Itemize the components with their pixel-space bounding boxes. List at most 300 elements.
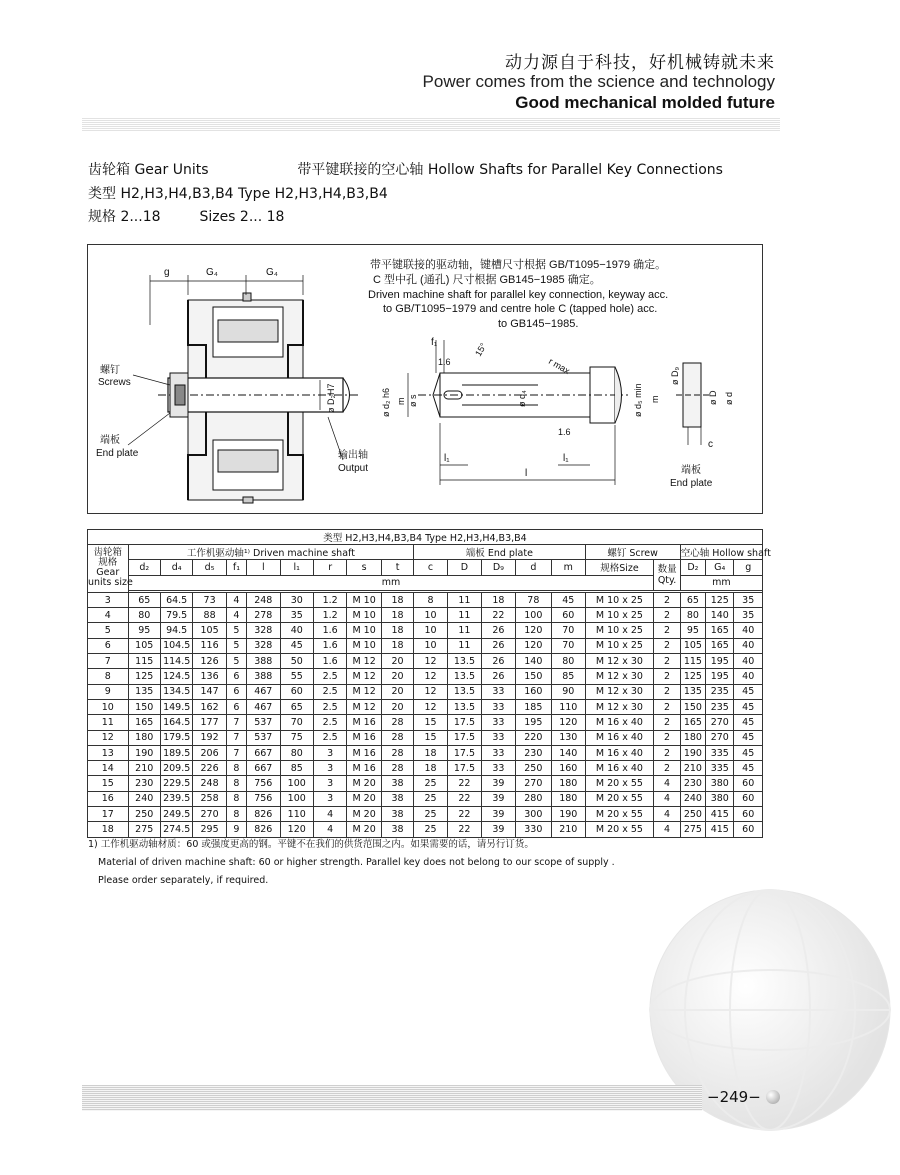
table-cell: 18 <box>381 608 413 623</box>
table-cell: M 20 x 55 <box>585 807 654 822</box>
page-number: −249− <box>707 1088 761 1106</box>
col-hollow-D2: D₂ <box>680 560 705 575</box>
table-cell: 115 <box>128 654 160 669</box>
table-cell: 33 <box>482 761 515 776</box>
col-qty <box>654 560 680 591</box>
table-cell: 125 <box>680 669 705 684</box>
table-row <box>88 638 763 653</box>
table-cell: 28 <box>381 745 413 760</box>
table-cell: 9 <box>226 822 246 837</box>
table-cell: 39 <box>482 822 515 837</box>
table-cell: 110 <box>280 807 313 822</box>
table-cell: 2 <box>654 730 680 745</box>
header-screw: 螺钉 Screw <box>585 545 680 560</box>
table-cell: 4 <box>226 592 246 607</box>
table-cell: 270 <box>706 730 734 745</box>
table-cell: 164.5 <box>160 715 192 730</box>
table-cell: 40 <box>734 623 763 638</box>
table-cell: 248 <box>247 592 280 607</box>
info-line-1 <box>88 159 723 179</box>
table-cell: 94.5 <box>160 623 192 638</box>
table-cell: 2 <box>654 699 680 714</box>
table-cell: 12 <box>414 699 447 714</box>
table-row <box>88 761 763 776</box>
col-f1: f₁ <box>226 560 246 575</box>
table-cell: 1.6 <box>313 623 346 638</box>
label-d: ø d <box>724 391 734 405</box>
table-cell: 388 <box>247 654 280 669</box>
table-cell: 11 <box>447 592 481 607</box>
table-cell: 8 <box>226 761 246 776</box>
table-cell: 162 <box>193 699 226 714</box>
table-row <box>88 654 763 669</box>
table-cell: 26 <box>482 623 515 638</box>
table-cell: 85 <box>552 669 585 684</box>
label-d2h6: ø d₂ h6 <box>381 387 391 417</box>
table-cell: 2 <box>654 684 680 699</box>
table-cell: 12 <box>414 684 447 699</box>
label-endplate2-cn: 端板 <box>681 465 701 476</box>
table-row <box>88 807 763 822</box>
table-cell: 105 <box>680 638 705 653</box>
table-cell: 415 <box>706 807 734 822</box>
table-cell: 20 <box>381 669 413 684</box>
table-cell: 125 <box>128 669 160 684</box>
table-cell: 150 <box>515 669 551 684</box>
table-cell: 270 <box>515 776 551 791</box>
table-cell: 22 <box>447 807 481 822</box>
table-cell: M 20 x 55 <box>585 776 654 791</box>
size-cell: 17 <box>88 807 129 822</box>
table-cell: 18 <box>414 745 447 760</box>
label-s: ø s <box>408 394 418 407</box>
table-cell: 3 <box>313 791 346 806</box>
table-cell: 147 <box>193 684 226 699</box>
table-cell: 116 <box>193 638 226 653</box>
label-roughness-2: 1.6 <box>558 427 571 437</box>
table-cell: M 20 x 55 <box>585 822 654 837</box>
table-cell: M 10 x 25 <box>585 638 654 653</box>
table-row <box>88 822 763 837</box>
size-cell: 5 <box>88 623 129 638</box>
label-c: c <box>708 439 713 450</box>
table-cell: 826 <box>247 822 280 837</box>
table-cell: 2 <box>654 761 680 776</box>
table-cell: 226 <box>193 761 226 776</box>
table-cell: 15 <box>414 730 447 745</box>
technical-drawing <box>87 244 763 514</box>
label-l: l <box>525 468 528 479</box>
table-cell: 380 <box>706 791 734 806</box>
table-cell: M 12 x 30 <box>585 699 654 714</box>
table-cell: 11 <box>447 623 481 638</box>
table-cell: 13.5 <box>447 699 481 714</box>
table-cell: 2 <box>654 608 680 623</box>
table-cell: 6 <box>226 684 246 699</box>
table-cell: M 12 <box>347 654 381 669</box>
table-cell: 70 <box>280 715 313 730</box>
table-cell: 135 <box>128 684 160 699</box>
table-cell: 18 <box>381 592 413 607</box>
table-cell: 25 <box>414 822 447 837</box>
table-cell: 230 <box>680 776 705 791</box>
table-cell: 28 <box>381 715 413 730</box>
table-cell: 10 <box>414 623 447 638</box>
table-cell: 179.5 <box>160 730 192 745</box>
table-cell: 104.5 <box>160 638 192 653</box>
col-r: r <box>313 560 346 575</box>
size-cell: 3 <box>88 592 129 607</box>
table-cell: 180 <box>128 730 160 745</box>
table-cell: 126 <box>193 654 226 669</box>
table-cell: 85 <box>280 761 313 776</box>
table-cell: 40 <box>734 654 763 669</box>
table-cell: M 16 x 40 <box>585 730 654 745</box>
size-cell: 14 <box>88 761 129 776</box>
table-cell: 667 <box>247 745 280 760</box>
table-cell: 4 <box>226 608 246 623</box>
table-row <box>88 608 763 623</box>
label-15deg: 15° <box>473 341 489 358</box>
page-bullet-icon <box>766 1090 780 1104</box>
col-s: s <box>347 560 381 575</box>
table-cell: 3 <box>313 776 346 791</box>
table-cell: 250 <box>680 807 705 822</box>
table-cell: 2 <box>654 669 680 684</box>
table-cell: 415 <box>706 822 734 837</box>
table-cell: M 12 <box>347 669 381 684</box>
table-cell: 25 <box>414 776 447 791</box>
table-cell: 3 <box>313 745 346 760</box>
table-cell: 40 <box>734 669 763 684</box>
end-plate-drawing <box>676 363 710 445</box>
table-cell: 33 <box>482 699 515 714</box>
table-cell: 38 <box>381 822 413 837</box>
size-cell: 6 <box>88 638 129 653</box>
header-size-en2: units size <box>88 577 133 589</box>
note-en-3: to GB145−1985. <box>498 318 579 330</box>
table-cell: 189.5 <box>160 745 192 760</box>
gear-units-label: 齿轮箱 Gear Units <box>88 162 209 178</box>
table-cell: 2 <box>654 745 680 760</box>
table-cell: 60 <box>734 822 763 837</box>
table-cell: 73 <box>193 592 226 607</box>
table-cell: 60 <box>734 776 763 791</box>
table-cell: 35 <box>734 608 763 623</box>
table-cell: 229.5 <box>160 776 192 791</box>
table-cell: 130 <box>552 730 585 745</box>
table-cell: 45 <box>734 715 763 730</box>
table-row <box>88 699 763 714</box>
col-d2: d₂ <box>128 560 160 575</box>
table-cell: 17.5 <box>447 745 481 760</box>
table-cell: 50 <box>280 654 313 669</box>
table-cell: 150 <box>680 699 705 714</box>
table-cell: 177 <box>193 715 226 730</box>
table-cell: 39 <box>482 791 515 806</box>
col-d5: d₅ <box>193 560 226 575</box>
table-cell: 26 <box>482 638 515 653</box>
table-cell: 135 <box>680 684 705 699</box>
table-row <box>88 684 763 699</box>
table-cell: 380 <box>706 776 734 791</box>
table-cell: 3 <box>313 761 346 776</box>
header-driven-shaft: 工作机驱动轴¹⁾ Driven machine shaft <box>128 545 414 560</box>
table-cell: 11 <box>447 638 481 653</box>
table-cell: M 16 <box>347 715 381 730</box>
table-cell: 7 <box>226 730 246 745</box>
table-cell: M 16 x 40 <box>585 715 654 730</box>
table-row <box>88 669 763 684</box>
hollow-shaft-label: 带平键联接的空心轴 Hollow Shafts for Parallel Key Connections <box>297 162 723 178</box>
table-cell: 40 <box>734 638 763 653</box>
table-cell: 4 <box>654 791 680 806</box>
table-cell: 22 <box>447 822 481 837</box>
label-screws-en: Screws <box>98 377 131 388</box>
table-cell: 4 <box>313 807 346 822</box>
table-cell: 45 <box>280 638 313 653</box>
table-cell: 2.5 <box>313 669 346 684</box>
footnote-cn: 1) 工作机驱动轴材质：60 或强度更高的钢。平键不在我们的供货范围之内。如果需要的话，请另行订货。 <box>88 839 534 850</box>
size-cell: 13 <box>88 745 129 760</box>
note-en-1: Driven machine shaft for parallel key connection, keyway acc. <box>368 289 669 301</box>
table-cell: 80 <box>552 654 585 669</box>
col-hollow-G4: G₄ <box>706 560 734 575</box>
table-cell: 335 <box>706 761 734 776</box>
header-end-plate: 端板 End plate <box>414 545 585 560</box>
table-cell: 17.5 <box>447 715 481 730</box>
table-cell: 275 <box>680 822 705 837</box>
label-d2h7: ø D₂H7 <box>326 383 336 413</box>
size-cell: 4 <box>88 608 129 623</box>
table-cell: 328 <box>247 638 280 653</box>
size-cell: 10 <box>88 699 129 714</box>
table-cell: 18 <box>414 761 447 776</box>
table-row <box>88 730 763 745</box>
table-cell: 8 <box>414 592 447 607</box>
table-cell: 330 <box>515 822 551 837</box>
table-cell: 45 <box>734 699 763 714</box>
table-cell: 12 <box>414 654 447 669</box>
table-body <box>88 592 763 837</box>
label-f1: f₁ <box>431 337 438 348</box>
table-cell: 12 <box>414 669 447 684</box>
table-cell: M 16 <box>347 761 381 776</box>
table-cell: 20 <box>381 684 413 699</box>
label-m: m <box>396 397 406 405</box>
table-cell: 6 <box>226 669 246 684</box>
table-cell: 280 <box>515 791 551 806</box>
table-cell: 90 <box>552 684 585 699</box>
col-l1: l₁ <box>280 560 313 575</box>
size-cell: 12 <box>88 730 129 745</box>
table-cell: 33 <box>482 730 515 745</box>
label-g4-right: G₄ <box>266 267 278 278</box>
table-cell: 45 <box>552 592 585 607</box>
table-cell: 180 <box>552 776 585 791</box>
label-m-endplate: m <box>650 395 660 403</box>
table-cell: 64.5 <box>160 592 192 607</box>
table-cell: 278 <box>247 608 280 623</box>
table-cell: 25 <box>414 807 447 822</box>
table-cell: 65 <box>680 592 705 607</box>
size-cell: 7 <box>88 654 129 669</box>
col-hollow-g: g <box>734 560 763 575</box>
table-cell: 190 <box>552 807 585 822</box>
table-cell: 33 <box>482 684 515 699</box>
table-cell: 136 <box>193 669 226 684</box>
col-qty-en: Qty. <box>657 575 677 587</box>
table-cell: 235 <box>706 684 734 699</box>
table-cell: 2 <box>654 638 680 653</box>
table-cell: 60 <box>734 807 763 822</box>
table-row <box>88 776 763 791</box>
table-cell: M 20 <box>347 776 381 791</box>
header-size <box>88 545 133 593</box>
label-d4: ø d₄ <box>517 390 527 407</box>
table-cell: 240 <box>128 791 160 806</box>
table-cell: 230 <box>128 776 160 791</box>
unit-row: mm <box>128 575 654 590</box>
table-cell: 230 <box>515 745 551 760</box>
table-cell: M 12 <box>347 684 381 699</box>
table-cell: 35 <box>280 608 313 623</box>
table-cell: 756 <box>247 791 280 806</box>
table-cell: 8 <box>226 807 246 822</box>
col-D9: D₉ <box>482 560 515 575</box>
table-cell: 537 <box>247 730 280 745</box>
table-cell: 165 <box>680 715 705 730</box>
header-slogan-en: Power comes from the science and technology <box>422 72 775 91</box>
table-cell: 1.6 <box>313 654 346 669</box>
table-cell: 826 <box>247 807 280 822</box>
table-cell: 88 <box>193 608 226 623</box>
table-cell: 2.5 <box>313 699 346 714</box>
table-cell: 190 <box>128 745 160 760</box>
table-cell: 165 <box>706 623 734 638</box>
table-cell: 275 <box>128 822 160 837</box>
table-cell: 17.5 <box>447 761 481 776</box>
table-cell: 180 <box>552 791 585 806</box>
table-cell: 45 <box>734 730 763 745</box>
table-cell: 18 <box>381 638 413 653</box>
label-screws-cn: 螺钉 <box>100 365 120 376</box>
table-cell: 7 <box>226 745 246 760</box>
table-cell: 26 <box>482 669 515 684</box>
table-cell: 60 <box>280 684 313 699</box>
table-cell: M 12 x 30 <box>585 669 654 684</box>
table-cell: 6 <box>226 699 246 714</box>
label-endplate-en: End plate <box>96 448 139 459</box>
table-cell: 210 <box>680 761 705 776</box>
table-cell: 26 <box>482 654 515 669</box>
table-cell: 250 <box>515 761 551 776</box>
table-cell: 8 <box>226 776 246 791</box>
note-cn-1: 带平键联接的驱动轴，键槽尺寸根据 GB/T1095−1979 确定。 <box>370 259 667 271</box>
table-cell: 95 <box>680 623 705 638</box>
table-cell: 38 <box>381 807 413 822</box>
label-endplate2-en: End plate <box>670 478 713 489</box>
unit-row-hollow: mm <box>680 575 762 590</box>
table-cell: 388 <box>247 669 280 684</box>
info-type-line: 类型 H2,H3,H4,B3,B4 Type H2,H3,H4,B3,B4 <box>88 186 388 202</box>
table-cell: 80 <box>680 608 705 623</box>
table-cell: 190 <box>680 745 705 760</box>
note-cn-2: C 型中孔 (通孔) 尺寸根据 GB145−1985 确定。 <box>373 274 601 286</box>
col-m: m <box>552 560 585 575</box>
table-cell: 1.6 <box>313 638 346 653</box>
table-cell: 667 <box>247 761 280 776</box>
header-slogan-cn: 动力源自于科技，好机械铸就未来 <box>505 53 775 73</box>
table-cell: 220 <box>515 730 551 745</box>
table-cell: 35 <box>734 592 763 607</box>
table-cell: 210 <box>128 761 160 776</box>
table-cell: 120 <box>552 715 585 730</box>
table-cell: 38 <box>381 776 413 791</box>
table-cell: 140 <box>706 608 734 623</box>
size-cell: 8 <box>88 669 129 684</box>
header-hollow-shaft: 空心轴 Hollow shaft <box>680 545 762 560</box>
table-cell: 15 <box>414 715 447 730</box>
table-cell: 195 <box>706 669 734 684</box>
table-cell: 55 <box>280 669 313 684</box>
table-cell: 1.2 <box>313 608 346 623</box>
table-cell: 30 <box>280 592 313 607</box>
table-cell: 335 <box>706 745 734 760</box>
table-cell: 13.5 <box>447 669 481 684</box>
table-cell: 45 <box>734 745 763 760</box>
footnote-en-2: Please order separately, if required. <box>98 875 269 886</box>
table-row <box>88 745 763 760</box>
col-screw-size: 规格Size <box>585 560 654 575</box>
table-cell: 160 <box>552 761 585 776</box>
table-cell: 45 <box>734 684 763 699</box>
footnote-en-1: Material of driven machine shaft: 60 or higher strength. Parallel key does not belong to our scope of supply . <box>98 857 615 868</box>
table-cell: 150 <box>128 699 160 714</box>
table-cell: M 20 <box>347 807 381 822</box>
col-qty-cn: 数量 <box>657 564 677 576</box>
table-cell: 274.5 <box>160 822 192 837</box>
table-cell: 248 <box>193 776 226 791</box>
table-cell: 250 <box>128 807 160 822</box>
table-cell: 17.5 <box>447 730 481 745</box>
table-cell: 160 <box>515 684 551 699</box>
col-d4: d₄ <box>160 560 192 575</box>
table-cell: M 10 <box>347 638 381 653</box>
table-cell: 5 <box>226 654 246 669</box>
table-cell: 295 <box>193 822 226 837</box>
table-cell: 180 <box>680 730 705 745</box>
table-cell: 45 <box>734 761 763 776</box>
table-cell: 239.5 <box>160 791 192 806</box>
table-row <box>88 592 763 607</box>
label-d5: ø d₅ min <box>633 383 643 417</box>
gearbox-section-drawing <box>128 275 358 503</box>
table-cell: M 10 <box>347 608 381 623</box>
label-output-en: Output <box>338 463 369 474</box>
table-cell: 10 <box>414 608 447 623</box>
table-cell: 209.5 <box>160 761 192 776</box>
table-cell: 125 <box>706 592 734 607</box>
table-cell: 300 <box>515 807 551 822</box>
table-cell: 60 <box>734 791 763 806</box>
table-cell: 7 <box>226 715 246 730</box>
label-roughness-1: 1.6 <box>438 357 451 367</box>
table-cell: M 16 x 40 <box>585 745 654 760</box>
table-cell: 40 <box>280 623 313 638</box>
table-cell: 270 <box>706 715 734 730</box>
table-cell: M 10 <box>347 592 381 607</box>
